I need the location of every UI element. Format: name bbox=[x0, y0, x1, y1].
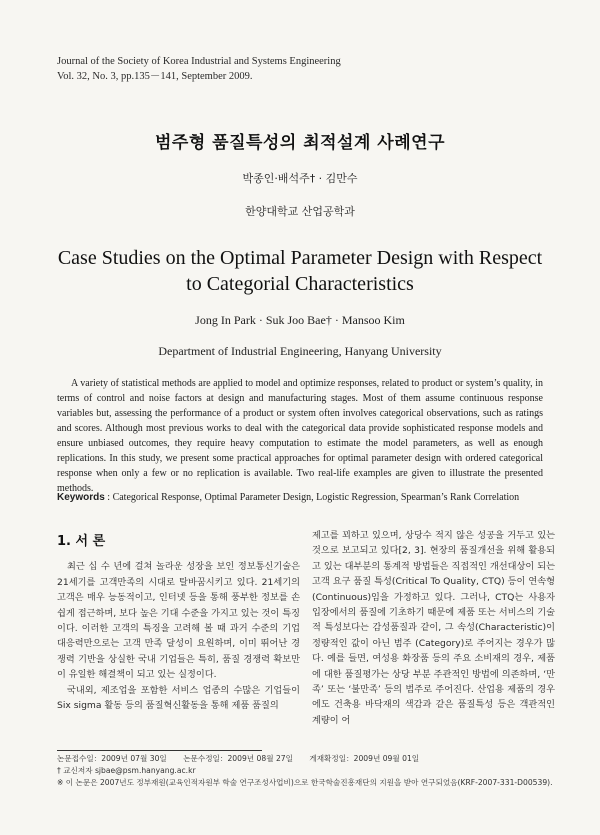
korean-authors: 박종인·배석주† · 김만수 bbox=[242, 172, 358, 185]
korean-title: 범주형 품질특성의 최적설계 사례연구 bbox=[154, 133, 445, 153]
footnotes bbox=[57, 753, 577, 789]
body-paragraph-1: 최근 십 수 년에 걸쳐 놀라운 성장을 보인 정보통신기술은 21세기를 고객만족의 시대로 탈바꿈시키고 있다. 21세기의 고객은 매우 능동적이고, 인터넷 등을 통해 풍부한 정보를 손쉽게 접근하며, 보다 높은 기대 수준을 가지고 있는 것이 특징이다. 이러한 고객의 특징을 고려해 볼 때 과거 수준의 기업 대응력만으로는 고객 만족 달성이 요원하며, 이미 뛰어난 경쟁력 기반을 상실한 국내 기업들은 특히, 품질 경쟁력 확보만이 유일한 해결책이 되고 있는 실정이다. bbox=[57, 561, 300, 681]
received-date: 논문접수일：2009년 07월 30일 bbox=[57, 754, 167, 763]
keywords bbox=[57, 492, 557, 503]
keywords-colon: : bbox=[107, 492, 113, 503]
abstract: A variety of statistical methods are applied to model and optimize responses, related to product or system’s quality, in terms of control and noise factors at design and manufacturing stages. Most of them assume continuous response variables but, assessing the performance of a product or system often involves categorical observations, such as ratings and scores. Although most previous works to deal with the categorical data provide sophisticated response models and ensure unbiased outcomes, they require heavy computation to estimate the model parameters, as well as enough replications. In this study, we present some practical approaches for optimal parameter design with ordered categorical response when only a few or no replication is available. Two real-life examples are given to illustrate the presented methods. bbox=[57, 378, 543, 494]
footnote-divider bbox=[57, 750, 262, 751]
corresponding-author: † 교신저자 sjbae@psm.hanyang.ac.kr bbox=[57, 766, 196, 775]
section-heading: 1. 서 론 bbox=[57, 534, 106, 549]
journal-name: Journal of the Society of Korea Industrial and Systems Engineering bbox=[57, 56, 341, 67]
column-left bbox=[57, 528, 300, 713]
english-affiliation: Department of Industrial Engineering, Hanyang University bbox=[158, 344, 442, 358]
english-title-line1: Case Studies on the Optimal Parameter Design with Respect bbox=[57, 247, 543, 269]
keywords-label: Keywords bbox=[57, 492, 105, 503]
keywords-text: Categorical Response, Optimal Parameter Design, Logistic Regression, Spearman’s Rank Correlation bbox=[112, 492, 520, 503]
body-paragraph-2: 국내외, 제조업을 포함한 서비스 업종의 수많은 기업들이 Six sigma 활동 등의 품질혁신활동을 통해 제품 품질의 bbox=[57, 684, 300, 712]
journal-info bbox=[57, 54, 341, 84]
english-title-line2: to Categorial Characteristics bbox=[186, 273, 414, 295]
body-paragraph-3: 제고를 꾀하고 있으며, 상당수 적지 않은 성공을 거두고 있는 것으로 보고되고 있다[2, 3]. 현장의 품질개선을 위해 활용되고 있는 대부분의 통계적 방법들은 직접적인 개선대상이 되는 고객 요구 품질 특성(Critical To Quality, CTQ) 등이 연속형(Continuous)임을 가정하고 있다. 그러나, CTQ는 사용자 입장에서의 품질에 기초하기 때문에 제품 또는 서비스의 기술적 특성보다는 감성품질과 같이, 그 속성(Characteristic)이 정량적인 값이 아닌 범주 (Category)로 주어지는 경우가 많다. 예를 들면, 여성용 화장품 등의 주요 소비재의 경우, 제품에 대한 품질평가는 상당 부분 주관적인 방법에 의존하며, ‘만족’ 또는 ‘불만족’ 등의 범주로 주어진다. 산업용 제품의 경우에도 건축용 바닥재의 색감과 같은 품질특성 등은 객관적인 계량이 어 bbox=[312, 530, 555, 726]
korean-affiliation: 한양대학교 산업공학과 bbox=[245, 205, 355, 218]
footnote-dates bbox=[57, 753, 577, 765]
funding-note: ※ 이 논문은 2007년도 정부재원(교육인적자원부 학술 연구조성사업비)으로 한국학술진흥재단의 지원을 받아 연구되었음(KRF-2007-331-D00539). bbox=[57, 778, 553, 787]
accepted-date: 게재확정일：2009년 09월 01일 bbox=[309, 754, 420, 763]
english-authors: Jong In Park · Suk Joo Bae† · Mansoo Kim bbox=[195, 313, 405, 327]
journal-volume: Vol. 32, No. 3, pp.135－141, September 2009. bbox=[57, 71, 253, 82]
column-right bbox=[312, 528, 555, 728]
revised-date: 논문수정일：2009년 08월 27일 bbox=[183, 754, 293, 763]
english-title bbox=[30, 245, 570, 297]
